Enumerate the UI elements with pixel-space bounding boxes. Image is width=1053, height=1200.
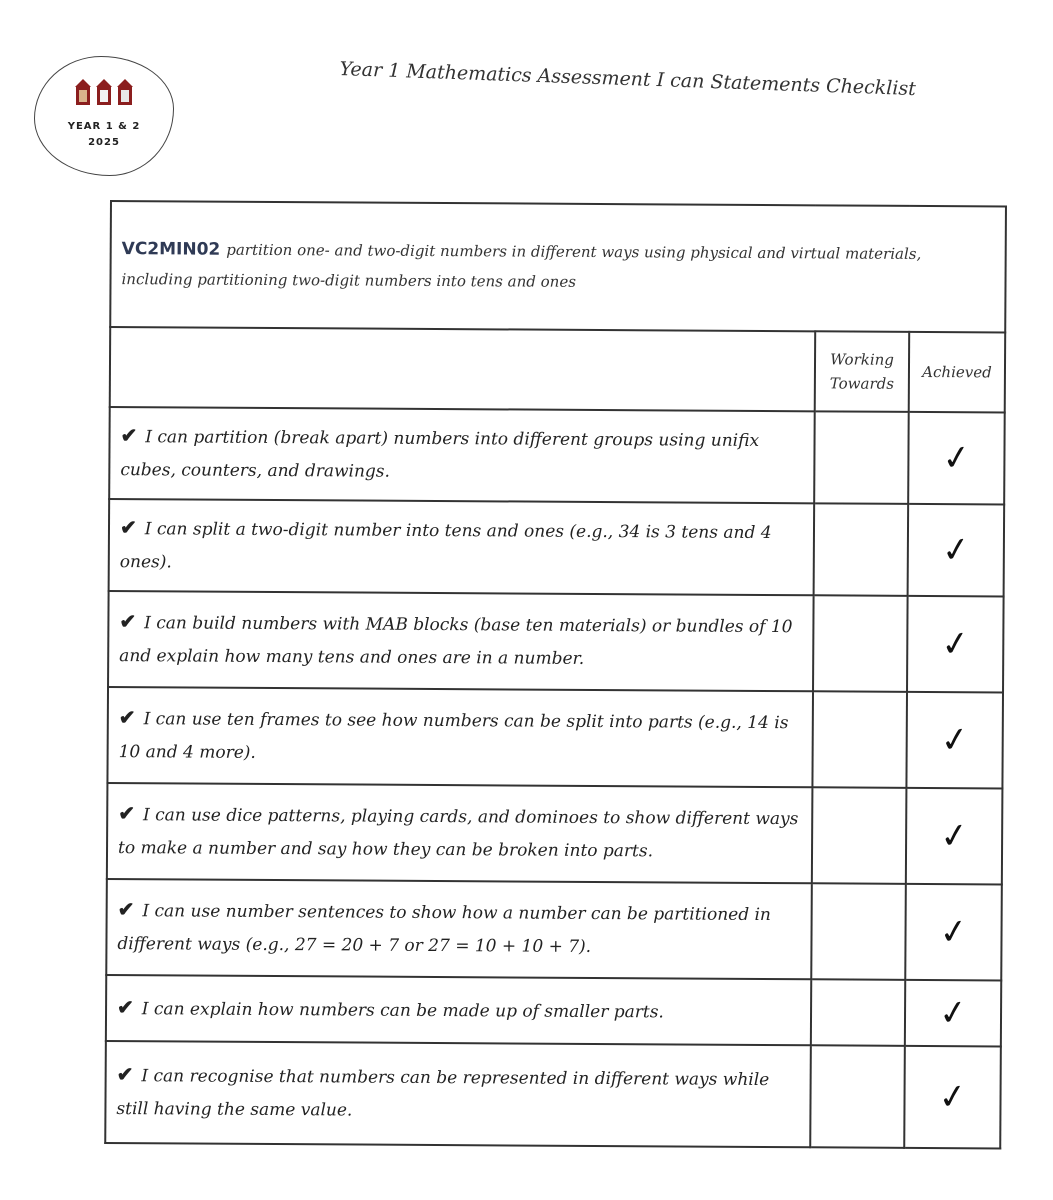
statement-cell <box>106 879 812 979</box>
achieved-checkbox[interactable] <box>907 596 1004 693</box>
statement-cell <box>107 783 813 883</box>
achieved-tick-icon: ✓ <box>937 718 972 762</box>
working-towards-checkbox[interactable] <box>813 595 908 692</box>
statement-row <box>108 591 1004 692</box>
statement-text: I can use ten frames to see how numbers can be split into parts (e.g., 14 is 10 and 4 more). <box>118 709 789 763</box>
working-towards-checkbox[interactable] <box>812 691 907 788</box>
statement-row <box>106 975 1001 1046</box>
working-towards-checkbox[interactable] <box>810 1045 905 1148</box>
working-towards-checkbox[interactable] <box>814 411 909 504</box>
checkmark-icon: ✔ <box>118 801 136 826</box>
statement-text: I can split a two-digit number into tens and ones (e.g., 34 is 3 tens and 4 ones). <box>119 519 772 573</box>
header-row <box>110 327 1006 412</box>
standard-code: VC2MIN02 <box>121 239 221 260</box>
working-towards-checkbox[interactable] <box>811 979 905 1046</box>
statement-text: I can use number sentences to show how a number can be partitioned in different ways (e.g., 27 = 20 + 7 or 27 = 10 + 10 + 7). <box>117 901 771 957</box>
statement-row <box>109 499 1005 596</box>
standard-description: partition one- and two-digit numbers in different ways using physical and virtual materials, including partitioning two-digit numbers into tens and ones <box>121 240 922 291</box>
statement-cell <box>107 687 813 787</box>
achieved-checkbox[interactable] <box>906 692 1003 789</box>
achieved-tick-icon: ✓ <box>935 1075 970 1119</box>
statement-text: I can partition (break apart) numbers into different groups using unifix cubes, counters, and drawings. <box>120 427 760 482</box>
statement-row <box>105 1041 1001 1148</box>
achieved-checkbox[interactable] <box>908 504 1005 597</box>
statement-cell <box>109 499 815 595</box>
page-title: Year 1 Mathematics Assessment I can Statements Checklist <box>339 58 917 101</box>
achieved-checkbox[interactable] <box>904 1046 1001 1149</box>
statement-cell <box>105 1041 811 1147</box>
achieved-tick-icon: ✓ <box>936 991 970 1035</box>
working-towards-checkbox[interactable] <box>811 883 906 980</box>
checkmark-icon: ✔ <box>119 609 137 634</box>
standard-cell <box>110 201 1006 332</box>
checkmark-icon: ✔ <box>118 705 136 730</box>
checkmark-icon: ✔ <box>116 1062 134 1087</box>
achieved-checkbox[interactable] <box>908 412 1005 505</box>
statement-cell <box>109 407 815 503</box>
checklist-table <box>104 200 1007 1149</box>
checkmark-icon: ✔ <box>116 994 134 1019</box>
checkmark-icon: ✔ <box>120 423 138 448</box>
checklist-sheet <box>104 200 1005 1149</box>
statement-cell <box>108 591 814 691</box>
achieved-tick-icon: ✓ <box>939 528 973 572</box>
statement-row <box>107 783 1003 884</box>
statement-cell <box>106 975 811 1045</box>
header-blank-cell <box>110 327 815 411</box>
statement-text: I can explain how numbers can be made up of smaller parts. <box>141 998 664 1022</box>
checkmark-icon: ✔ <box>117 897 135 922</box>
working-towards-checkbox[interactable] <box>814 503 909 596</box>
statement-text: I can use dice patterns, playing cards, and dominoes to show different ways to make a number and say how they can be broken into parts. <box>117 805 799 862</box>
statement-row <box>106 879 1002 980</box>
statement-text: I can build numbers with MAB blocks (base ten materials) or bundles of 10 and explain how many tens and ones are in a number. <box>119 613 793 669</box>
statement-row <box>109 407 1005 504</box>
statement-row <box>107 687 1003 788</box>
beach-huts-icon <box>73 77 137 107</box>
checkmark-icon: ✔ <box>119 515 137 540</box>
achieved-checkbox[interactable] <box>905 980 1001 1047</box>
achieved-header: Achieved <box>909 332 1006 413</box>
logo-date-text: 2025 <box>88 137 120 148</box>
achieved-tick-icon: ✓ <box>938 622 973 666</box>
achieved-checkbox[interactable] <box>905 884 1002 981</box>
achieved-tick-icon: ✓ <box>936 910 971 954</box>
school-logo <box>34 56 174 176</box>
achieved-tick-icon: ✓ <box>939 436 974 480</box>
logo-year-text: YEAR 1 & 2 <box>67 121 141 132</box>
achieved-tick-icon: ✓ <box>937 814 971 858</box>
statement-text: I can recognise that numbers can be represented in different ways while still having the same value. <box>116 1066 770 1121</box>
achieved-checkbox[interactable] <box>906 788 1003 885</box>
working-towards-header: Working Towards <box>815 331 909 412</box>
standard-row <box>110 201 1006 332</box>
working-towards-checkbox[interactable] <box>812 787 907 884</box>
